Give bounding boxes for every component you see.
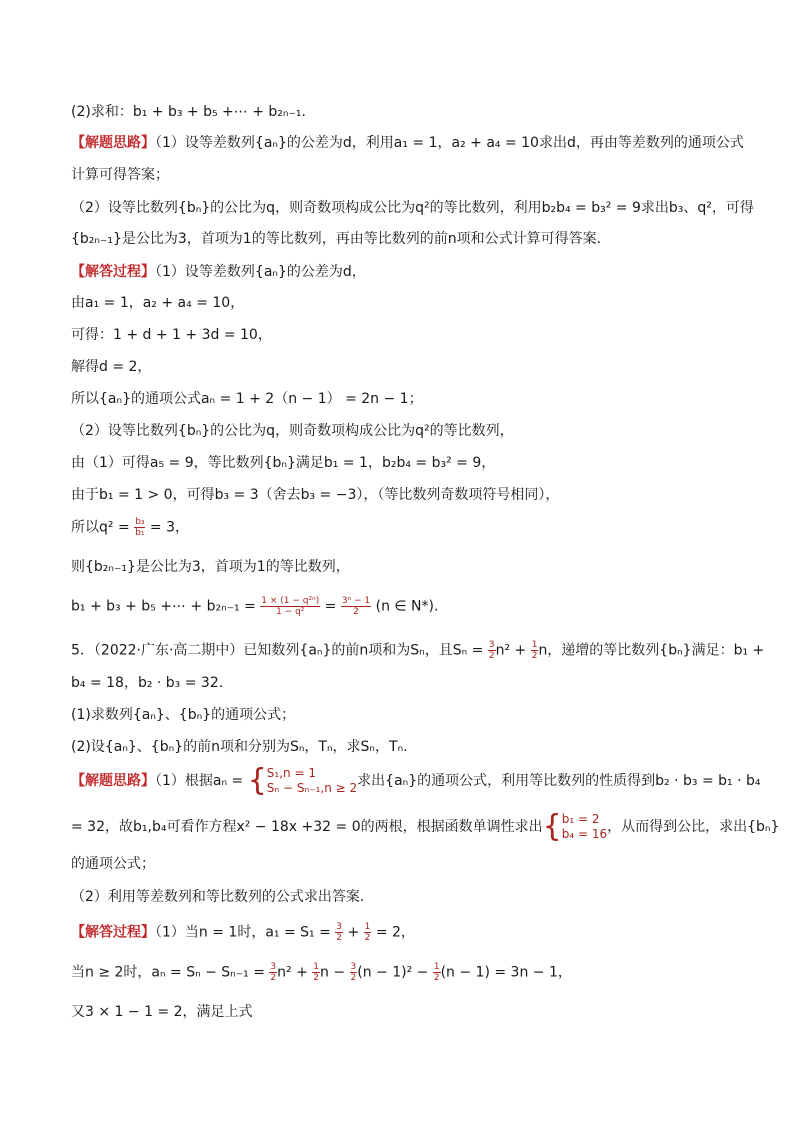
numerator: 3 bbox=[350, 962, 357, 972]
step bbox=[71, 453, 495, 473]
piecewise-cases bbox=[562, 812, 607, 842]
text: 由（1）可得a₅ = 9，等比数列{bₙ}满足b₁ = 1，b₂b₄ = b₃² = 9， bbox=[71, 455, 496, 471]
question-part-2 bbox=[71, 102, 306, 122]
step bbox=[71, 325, 272, 345]
step bbox=[71, 1002, 253, 1022]
text: 所以{aₙ}的通项公式aₙ = 1 + 2（n − 1） = 2n − 1； bbox=[71, 391, 423, 407]
text: 由a₁ = 1，a₂ + a₄ = 10， bbox=[71, 295, 245, 311]
fraction bbox=[269, 962, 277, 983]
text: n − bbox=[320, 964, 346, 981]
denominator: 2 bbox=[364, 933, 371, 943]
fraction bbox=[134, 517, 145, 538]
denominator: 2 bbox=[531, 651, 538, 661]
denominator: 2 bbox=[433, 973, 440, 983]
denominator: 2 bbox=[313, 973, 319, 983]
text: （1）当n = 1时，a₁ = S₁ = bbox=[155, 924, 331, 941]
solution-idea-q5-2 bbox=[71, 887, 364, 907]
question-5-cont bbox=[71, 673, 233, 693]
text: 解得d = 2， bbox=[71, 359, 152, 375]
text: 当n ≥ 2时，aₙ = Sₙ − Sₙ₋₁ = bbox=[71, 964, 265, 981]
text: {b₂ₙ₋₁}是公比为3，首项为1的等比数列，再由等比数列的前n项和公式计算可得答案. bbox=[71, 231, 602, 247]
step bbox=[71, 962, 572, 983]
question-5-part-2 bbox=[71, 737, 408, 757]
case: b₄ = 16 bbox=[561, 827, 608, 841]
text: = 2， bbox=[375, 924, 415, 941]
denominator: 2 bbox=[353, 607, 359, 617]
text: = 32，故b₁,b₄可看作方程x² − 18x +32 = 0的两根，根据函数单调性求出 bbox=[71, 819, 543, 835]
text: （1）设等差数列{aₙ}的公差为d， bbox=[155, 264, 366, 280]
step bbox=[71, 485, 559, 505]
text: (2)设{aₙ}、{bₙ}的前n项和分别为Sₙ，Tₙ，求Sₙ，Tₙ. bbox=[71, 739, 408, 755]
text: （1）设等差数列{aₙ}的公差为d，利用a₁ = 1，a₂ + a₄ = 10求出d，再由等差数列的通项公式 bbox=[155, 135, 744, 151]
text: （2）设等比数列{bₙ}的公比为q，则奇数项构成公比为q²的等比数列， bbox=[71, 423, 514, 439]
numerator: 3ⁿ − 1 bbox=[341, 596, 371, 606]
numerator: 1 bbox=[433, 962, 440, 972]
brace: { bbox=[247, 763, 267, 798]
numerator: b₃ bbox=[135, 517, 145, 527]
text: 由于b₁ = 1 > 0，可得b₃ = 3（舍去b₃ = −3），（等比数列奇数项符号相同）， bbox=[71, 487, 560, 503]
text: 的通项公式； bbox=[71, 856, 155, 872]
step bbox=[71, 421, 514, 441]
text: = 3， bbox=[149, 519, 190, 536]
fraction bbox=[312, 962, 320, 983]
text: 则{b₂ₙ₋₁}是公比为3，首项为1的等比数列， bbox=[71, 559, 350, 575]
step bbox=[71, 557, 350, 577]
text: 可得：1 + d + 1 + 3d = 10， bbox=[71, 327, 272, 343]
step bbox=[71, 293, 244, 313]
denominator: 1 − q² bbox=[276, 607, 305, 617]
solution-idea-1-cont bbox=[71, 165, 169, 185]
text: + bbox=[347, 924, 360, 941]
section-tag: 【解题思路】 bbox=[71, 773, 155, 789]
solution-idea-q5-cont bbox=[71, 809, 780, 844]
step bbox=[71, 389, 423, 409]
solution-idea-2-cont bbox=[71, 229, 601, 249]
section-tag: 【解题思路】 bbox=[71, 135, 155, 151]
text: b₄ = 18，b₂ · b₃ = 32． bbox=[71, 675, 233, 691]
text: （2）利用等差数列和等比数列的公式求出答案. bbox=[71, 889, 365, 905]
fraction bbox=[335, 922, 343, 943]
fraction bbox=[341, 596, 371, 617]
step bbox=[71, 854, 155, 874]
sum-formula bbox=[71, 596, 438, 617]
text: 计算可得答案； bbox=[71, 167, 169, 183]
text: b₁ + b₃ + b₅ +⋯ + b₂ₙ₋₁ = bbox=[71, 598, 256, 615]
numerator: 1 bbox=[364, 922, 371, 932]
fraction bbox=[433, 962, 441, 983]
numerator: 1 × (1 − q²ⁿ) bbox=[261, 596, 320, 606]
text: 5．（2022·广东·高二期中）已知数列{aₙ}的前n项和为Sₙ，且Sₙ = bbox=[71, 642, 484, 659]
text: （2）设等比数列{bₙ}的公比为q，则奇数项构成公比为q²的等比数列，利用b₂b₄ = b₃² = 9求出b₃、q²，可得 bbox=[71, 200, 754, 216]
fraction bbox=[364, 922, 372, 943]
case: S₁,n = 1 bbox=[266, 766, 316, 780]
solution-process-q5 bbox=[71, 922, 415, 943]
solution-idea-2 bbox=[71, 198, 754, 218]
numerator: 1 bbox=[531, 640, 538, 650]
denominator: b₁ bbox=[135, 528, 145, 538]
brace: { bbox=[542, 809, 562, 844]
solution-idea-q5 bbox=[71, 763, 761, 798]
step bbox=[71, 357, 151, 377]
text: 所以q² = bbox=[71, 519, 130, 536]
fraction bbox=[260, 596, 320, 617]
denominator: 2 bbox=[270, 973, 277, 983]
solution-process-1 bbox=[71, 262, 366, 282]
text: (n − 1)² − bbox=[357, 964, 429, 981]
solution-idea-1 bbox=[71, 133, 744, 153]
numerator: 3 bbox=[488, 640, 495, 650]
text: 又3 × 1 − 1 = 2，满足上式 bbox=[71, 1004, 253, 1020]
text: (n − 1) = 3n − 1， bbox=[440, 964, 572, 981]
denominator: 2 bbox=[488, 651, 495, 661]
case: Sₙ − Sₙ₋₁,n ≥ 2 bbox=[266, 781, 358, 795]
text: n² + bbox=[495, 642, 527, 659]
numerator: 3 bbox=[270, 962, 277, 972]
denominator: 2 bbox=[350, 973, 357, 983]
denominator: 2 bbox=[336, 933, 343, 943]
step-fraction bbox=[71, 517, 189, 538]
piecewise-cases bbox=[267, 766, 357, 796]
case: b₁ = 2 bbox=[561, 812, 600, 826]
numerator: 3 bbox=[336, 922, 343, 932]
section-tag: 【解答过程】 bbox=[71, 924, 155, 941]
text: （1）根据aₙ = bbox=[155, 773, 244, 789]
text: n² + bbox=[277, 964, 308, 981]
text: (1)求数列{aₙ}、{bₙ}的通项公式； bbox=[71, 707, 296, 723]
fraction bbox=[488, 640, 496, 661]
section-tag: 【解答过程】 bbox=[71, 264, 155, 280]
numerator: 1 bbox=[313, 962, 319, 972]
question-5 bbox=[71, 640, 764, 661]
text: (n ∈ N*). bbox=[375, 598, 439, 615]
question-5-part-1 bbox=[71, 705, 295, 725]
text: = bbox=[324, 598, 337, 615]
text: n，递增的等比数列{bₙ}满足：b₁ + bbox=[538, 642, 765, 659]
text: 求出{aₙ}的通项公式，利用等比数列的性质得到b₂ · b₃ = b₁ · b₄ bbox=[357, 773, 761, 789]
text: ，从而得到公比，求出{bₙ} bbox=[607, 819, 780, 835]
text: (2)求和：b₁ + b₃ + b₅ +⋯ + b₂ₙ₋₁. bbox=[71, 104, 306, 120]
